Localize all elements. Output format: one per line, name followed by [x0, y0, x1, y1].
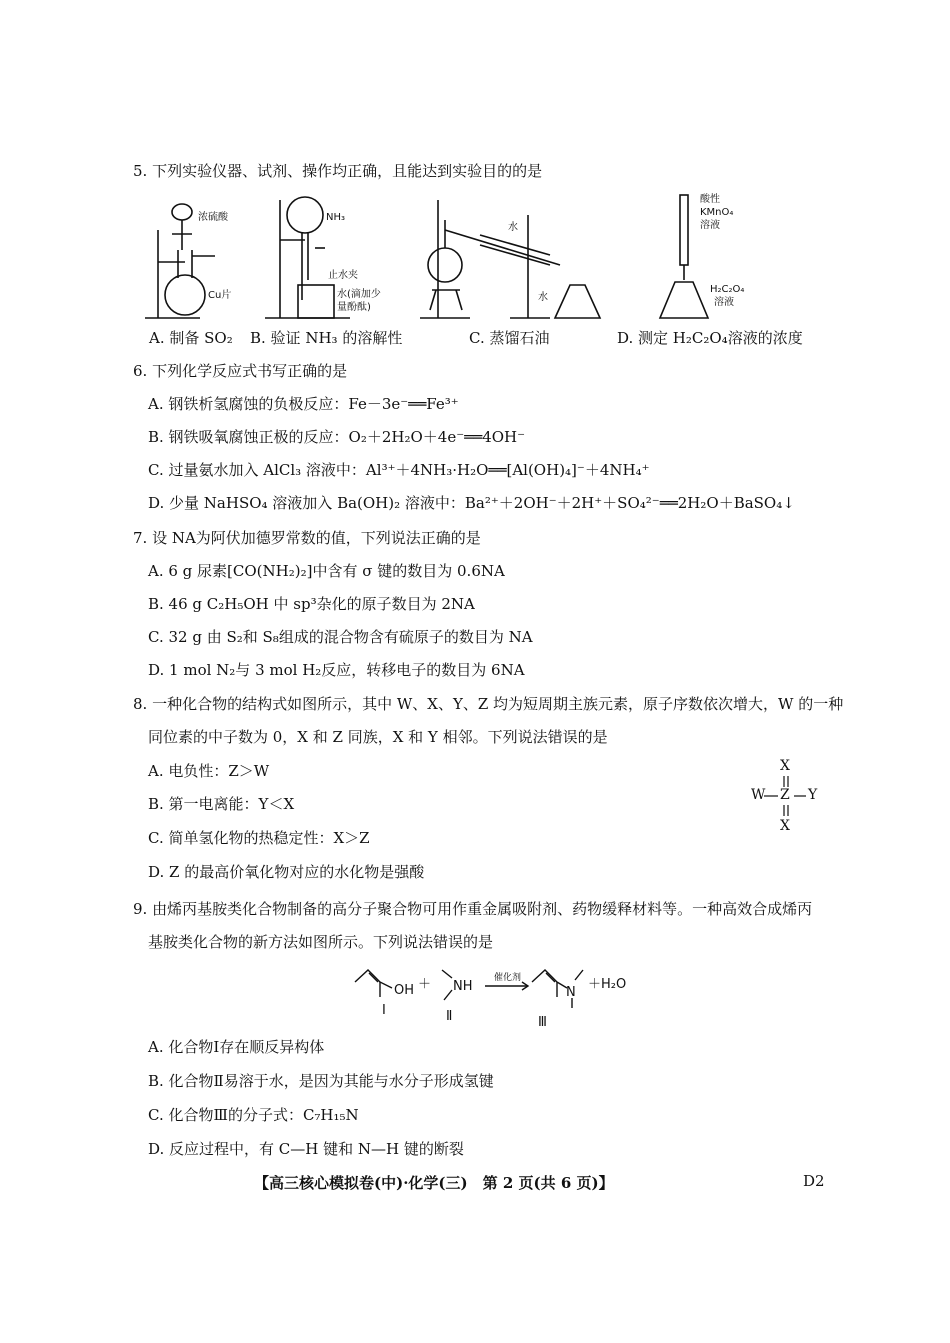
q9-reaction-scheme: [350, 962, 630, 1032]
q5-option-b: B. 验证 NH₃ 的溶解性: [250, 329, 403, 347]
q5-option-c: C. 蒸馏石油: [469, 329, 550, 347]
q5-label-water-2: 量酚酞): [337, 302, 371, 313]
q5-option-d: D. 测定 H₂C₂O₄溶液的浓度: [617, 329, 803, 347]
q6-option-d: D. 少量 NaHSO₄ 溶液加入 Ba(OH)₂ 溶液中：Ba²⁺＋2OH⁻＋2H⁺＋SO₄²⁻══2H₂O＋BaSO₄↓: [148, 494, 795, 512]
q9-stem-line-1: 9. 由烯丙基胺类化合物制备的高分子聚合物可用作重金属吸附剂、药物缓释材料等。一种高效合成烯丙: [133, 900, 813, 918]
q8-struct-center: Z: [780, 787, 790, 803]
q5-label-h2c2o4-2: 溶液: [714, 297, 734, 308]
q9-option-c: C. 化合物Ⅲ的分子式：C₇H₁₅N: [148, 1106, 359, 1124]
q9-nh: NH: [453, 979, 473, 994]
q9-plus: ＋: [418, 977, 432, 992]
q8-struct-left: W: [751, 787, 766, 803]
q8-stem-line-2: 同位素的中子数为 0，X 和 Z 同族，X 和 Y 相邻。下列说法错误的是: [148, 728, 608, 746]
q9-option-d: D. 反应过程中，有 C—H 键和 N—H 键的断裂: [148, 1140, 464, 1158]
q5-label-water-out: 水: [538, 292, 548, 303]
q8-option-b: B. 第一电离能：Y＜X: [148, 795, 295, 813]
q8-struct-bonds: [750, 770, 820, 820]
q8-stem-line-1: 8. 一种化合物的结构式如图所示，其中 W、X、Y、Z 均为短周期主族元素，原子序数依次增大，W 的一种: [133, 695, 844, 713]
q9-option-a: A. 化合物Ⅰ存在顺反异构体: [148, 1038, 325, 1056]
q9-option-b: B. 化合物Ⅱ易溶于水，是因为其能与水分子形成氢键: [148, 1072, 494, 1090]
q5-label-h2c2o4-1: H₂C₂O₄: [710, 284, 745, 295]
q9-oh: OH: [394, 983, 415, 998]
q7-stem: 7. 设 NA为阿伏加德罗常数的值，下列说法正确的是: [133, 529, 481, 547]
q5-label-kmno4-2: KMnO₄: [700, 207, 734, 218]
q6-option-a: A. 钢铁析氢腐蚀的负极反应：Fe－3e⁻══Fe³⁺: [148, 395, 459, 413]
q7-option-b: B. 46 g C₂H₅OH 中 sp³杂化的原子数目为 2NA: [148, 595, 475, 613]
q8-option-a: A. 电负性：Z＞W: [148, 762, 270, 780]
q5-apparatus-figure: [140, 190, 820, 325]
q7-option-c: C. 32 g 由 S₂和 S₈组成的混合物含有硫原子的数目为 NA: [148, 628, 533, 646]
q8-struct-bottom: X: [780, 818, 790, 834]
q9-n: N: [566, 985, 576, 1000]
q8-struct-right: Y: [808, 787, 818, 803]
q5-label-nh3: NH₃: [326, 212, 346, 223]
q9-water: ＋H₂O: [588, 977, 627, 992]
q9-catalyst: 催化剂: [494, 973, 522, 983]
q6-stem: 6. 下列化学反应式书写正确的是: [133, 362, 348, 380]
q5-label-clamp: 止水夹: [328, 270, 358, 281]
q5-option-a: A. 制备 SO₂: [149, 329, 233, 347]
page-footer: 【高三核心模拟卷(中)·化学(三) 第 2 页(共 6 页)】: [254, 1174, 614, 1192]
q9-label-i: Ⅰ: [382, 1003, 386, 1018]
q7-option-d: D. 1 mol N₂与 3 mol H₂反应，转移电子的数目为 6NA: [148, 661, 525, 679]
q6-option-c: C. 过量氨水加入 AlCl₃ 溶液中：Al³⁺＋4NH₃·H₂O══[Al(OH)₄]⁻＋4NH₄⁺: [148, 461, 650, 479]
q5-label-water-in: 水: [508, 222, 518, 233]
q9-label-ii: Ⅱ: [446, 1009, 453, 1024]
q5-label-kmno4-1: 酸性: [700, 194, 720, 205]
q9-label-iii: Ⅲ: [538, 1015, 547, 1030]
page-code: D2: [803, 1172, 825, 1190]
q5-stem: 5. 下列实验仪器、试剂、操作均正确，且能达到实验目的的是: [133, 162, 543, 180]
q5-label-kmno4-3: 溶液: [700, 220, 720, 231]
q8-struct-top: X: [780, 758, 790, 774]
q9-stem-line-2: 基胺类化合物的新方法如图所示。下列说法错误的是: [148, 933, 494, 951]
q5-label-cu: Cu片: [208, 290, 232, 301]
q5-label-conc-h2so4: 浓硫酸: [198, 212, 228, 223]
q6-option-b: B. 钢铁吸氧腐蚀正极的反应：O₂＋2H₂O＋4e⁻══4OH⁻: [148, 428, 526, 446]
q5-label-water-1: 水(滴加少: [337, 289, 381, 300]
q8-option-c: C. 简单氢化物的热稳定性：X＞Z: [148, 829, 370, 847]
q8-option-d: D. Z 的最高价氧化物对应的水化物是强酸: [148, 863, 425, 881]
q7-option-a: A. 6 g 尿素[CO(NH₂)₂]中含有 σ 键的数目为 0.6NA: [148, 562, 505, 580]
